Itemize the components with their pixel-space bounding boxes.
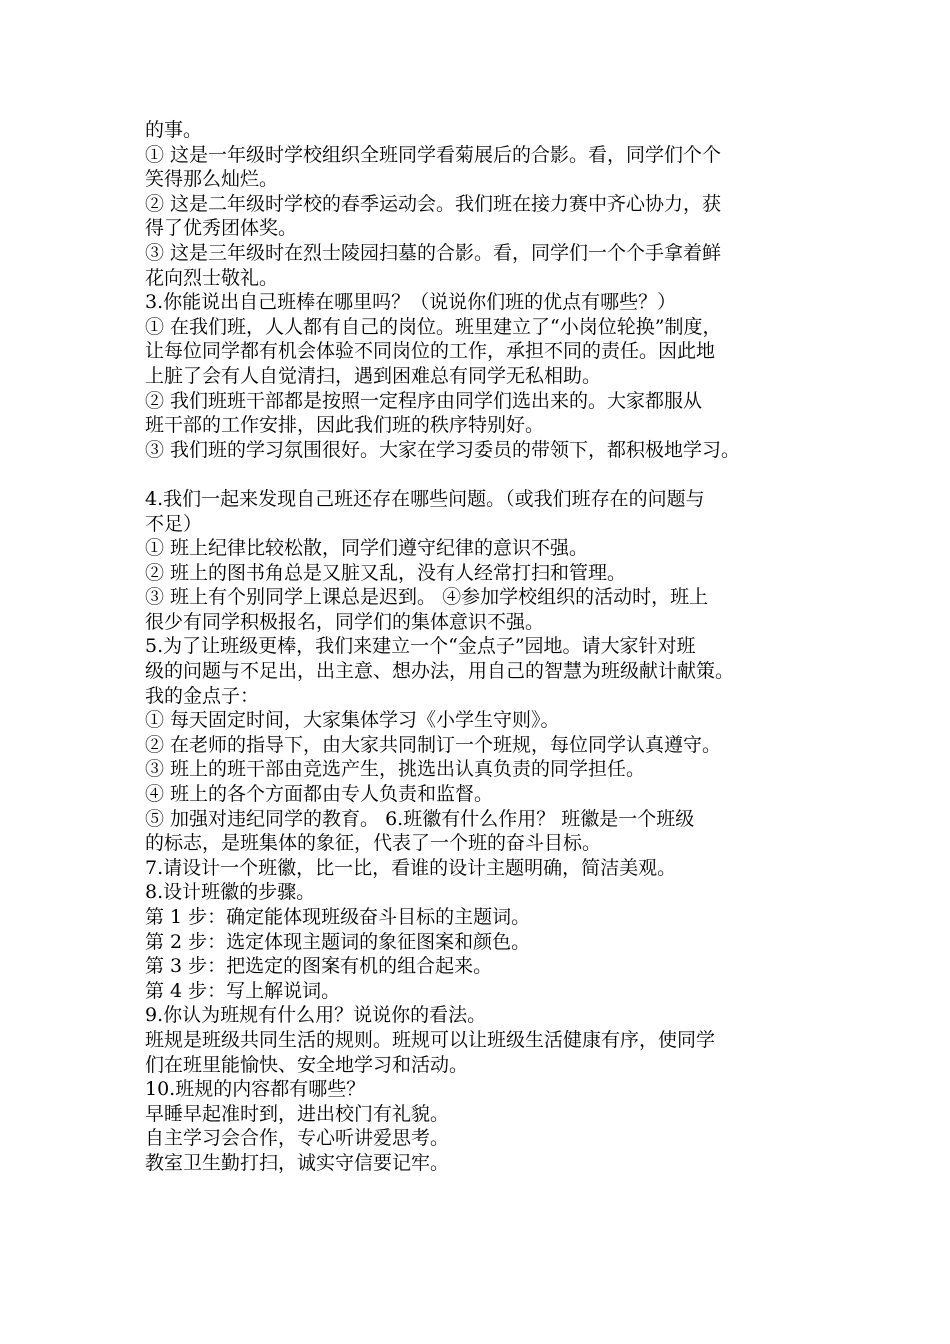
text-line: ⑤ 加强对违纪同学的教育。 6.班徽有什么作用？ 班徽是一个班级 (145, 807, 695, 830)
question-heading: 5.为了让班级更棒，我们来建立一个“金点子”园地。请大家针对班 (145, 635, 696, 658)
text-line: 的标志，是班集体的象征，代表了一个班的奋斗目标。 (145, 832, 602, 855)
text-line: ② 班上的图书角总是又脏又乱，没有人经常打扫和管理。 (145, 561, 627, 584)
text-line: ④ 班上的各个方面都由专人负责和监督。 (145, 783, 494, 806)
text-line: ③ 班上有个别同学上课总是迟到。 ④参加学校组织的活动时，班上 (145, 586, 709, 609)
text-line: 级的问题与不足出，出主意、想办法，用自己的智慧为班级献计献策。 (145, 660, 735, 683)
question-heading: 8.设计班徽的步骤。 (145, 881, 316, 904)
text-line: 第 4 步：写上解说词。 (145, 979, 341, 1002)
text-line: 的事。 (145, 119, 203, 141)
question-heading: 10.班规的内容都有哪些？ (145, 1078, 366, 1101)
text-line: 第 2 步：选定体现主题词的象征图案和颜色。 (145, 930, 531, 953)
question-heading: 9.你认为班规有什么用？说说你的看法。 (145, 1004, 487, 1027)
text-line: ② 这是二年级时学校的春季运动会。我们班在接力赛中齐心协力，获 (145, 192, 722, 215)
text-line: 早睡早起准时到，进出校门有礼貌。 (145, 1102, 450, 1125)
text-line: ③ 班上的班干部由竞选产生，挑选出认真负责的同学担任。 (145, 758, 646, 781)
text-line: 得了优秀团体奖。 (145, 217, 298, 240)
text-line: 让每位同学都有机会体验不同岗位的工作，承担不同的责任。因此地 (145, 340, 716, 363)
text-line: 班干部的工作安排，因此我们班的秩序特别好。 (145, 414, 545, 437)
text-line: 上脏了会有人自觉清扫，遇到困难总有同学无私相助。 (145, 364, 602, 387)
text-line: ① 在我们班，人人都有自己的岗位。班里建立了“小岗位轮换”制度， (145, 315, 722, 338)
text-line: ① 每天固定时间，大家集体学习《小学生守则》。 (145, 709, 560, 732)
text-line: 班规是班级共同生活的规则。班规可以让班级生活健康有序，使同学 (145, 1028, 716, 1051)
text-line: 自主学习会合作，专心听讲爱思考。 (145, 1127, 450, 1150)
question-heading: 4.我们一起来发现自己班还存在哪些问题。（或我们班存在的问题与 (145, 487, 705, 510)
text-line: 笑得那么灿烂。 (145, 168, 279, 191)
question-heading: 3.你能说出自己班棒在哪里吗？（说说你们班的优点有哪些？） (145, 291, 677, 314)
text-line: 教室卫生勤打扫，诚实守信要记牢。 (145, 1151, 450, 1174)
text-line: 第 1 步：确定能体现班级奋斗目标的主题词。 (145, 906, 531, 928)
blank-line (145, 462, 825, 487)
text-line: 们在班里能愉快、安全地学习和活动。 (145, 1053, 469, 1076)
text-line: 第 3 步：把选定的图案有机的组合起来。 (145, 955, 493, 978)
text-line: 我的金点子： (145, 684, 260, 707)
text-line: ② 我们班班干部都是按照一定程序由同学们选出来的。大家都服从 (145, 389, 703, 412)
text-line: 很少有同学积极报名，同学们的集体意识不强。 (145, 610, 545, 633)
question-heading: 7.请设计一个班徽，比一比，看谁的设计主题明确，简洁美观。 (145, 856, 677, 879)
text-line: 花向烈士敬礼。 (145, 266, 279, 289)
text-line: ③ 这是三年级时在烈士陵园扫墓的合影。看，同学们一个个手拿着鲜 (145, 241, 722, 264)
text-line: ② 在老师的指导下，由大家共同制订一个班规，每位同学认真遵守。 (145, 733, 722, 756)
text-line: ③ 我们班的学习氛围很好。大家在学习委员的带领下，都积极地学习。 (145, 438, 741, 461)
text-line: ① 班上纪律比较松散，同学们遵守纪律的意识不强。 (145, 537, 589, 560)
text-line: ① 这是一年级时学校组织全班同学看菊展后的合影。看，同学们个个 (145, 143, 722, 166)
document-body (145, 118, 825, 1176)
text-line: 不足） (145, 512, 203, 535)
